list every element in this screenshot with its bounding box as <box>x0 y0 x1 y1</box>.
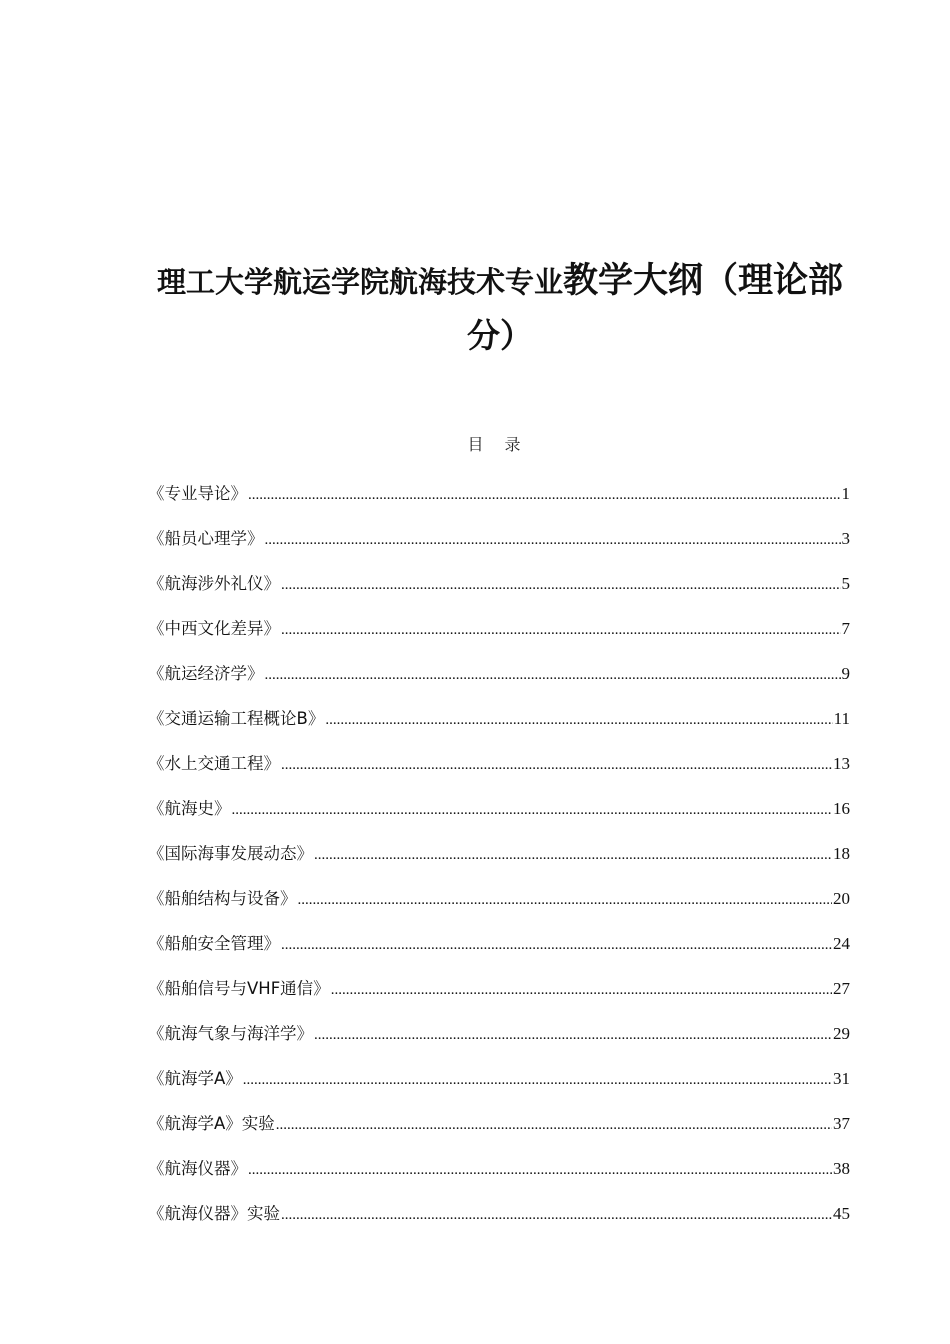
toc-entry-label: 《专业导论》 <box>148 484 247 503</box>
toc-leader-dots <box>265 526 841 554</box>
toc-entry-label: 《中西文化差异》 <box>148 619 280 638</box>
toc-entry-label: 《水上交通工程》 <box>148 754 280 773</box>
toc-entry-label: 《航海仪器》 <box>148 1159 247 1178</box>
toc-entry-label: 《航海仪器》实验 <box>148 1204 280 1223</box>
toc-entry-label: 《航海学A》 <box>148 1069 242 1088</box>
toc-page-number: 24 <box>833 934 850 953</box>
toc-heading: 目 录 <box>467 435 529 454</box>
toc-leader-dots <box>314 1021 832 1049</box>
toc-page-number: 37 <box>833 1114 850 1133</box>
title-part-b: 教学大纲（理论部 <box>563 261 844 302</box>
toc-page-number: 16 <box>833 799 850 818</box>
toc-entry[interactable] <box>148 525 850 570</box>
toc-leader-dots <box>325 706 832 734</box>
toc-entry[interactable] <box>148 1110 850 1155</box>
toc-page-number: 45 <box>833 1204 850 1223</box>
toc-page-number: 38 <box>833 1159 850 1178</box>
toc-leader-dots <box>281 931 832 959</box>
toc-leader-dots <box>265 661 841 689</box>
document-title <box>120 254 880 363</box>
toc-entry-label: 《航海气象与海洋学》 <box>148 1024 313 1043</box>
toc-entry[interactable] <box>148 615 850 660</box>
toc-entry-label: 《交通运输工程概论B》 <box>148 709 325 728</box>
toc-page-number: 31 <box>833 1069 850 1088</box>
toc-leader-dots <box>281 571 841 599</box>
toc-entry-label: 《航运经济学》 <box>148 664 264 683</box>
toc-entry[interactable] <box>148 840 850 885</box>
toc-page-number: 7 <box>841 619 850 638</box>
toc-entry[interactable] <box>148 930 850 975</box>
toc-entry[interactable] <box>148 1155 850 1200</box>
toc-entry-label: 《船舶结构与设备》 <box>148 889 297 908</box>
toc-entry-label: 《国际海事发展动态》 <box>148 844 313 863</box>
toc-page-number: 29 <box>833 1024 850 1043</box>
toc-leader-dots <box>243 1066 832 1094</box>
toc-entry-label: 《航海学A》实验 <box>148 1114 275 1133</box>
toc-page-number: 27 <box>833 979 850 998</box>
toc-entry-label: 《航海史》 <box>148 799 231 818</box>
toc-entry[interactable] <box>148 975 850 1020</box>
title-part-a: 理工大学航运学院航海技术专业 <box>156 265 563 300</box>
toc-leader-dots <box>314 841 832 869</box>
toc-entry[interactable] <box>148 885 850 930</box>
toc-leader-dots <box>276 1111 832 1139</box>
toc-entry-label: 《船舶安全管理》 <box>148 934 280 953</box>
toc-page-number: 20 <box>833 889 850 908</box>
toc-leader-dots <box>281 1201 832 1229</box>
toc-page-number: 3 <box>841 529 850 548</box>
toc-page-number: 1 <box>841 484 850 503</box>
toc-leader-dots <box>248 481 841 509</box>
toc-entry-label: 《船员心理学》 <box>148 529 264 548</box>
toc-entry[interactable] <box>148 1065 850 1110</box>
toc-entry[interactable] <box>148 1200 850 1245</box>
title-line-2: 分） <box>467 316 533 356</box>
toc-entry[interactable] <box>148 1020 850 1065</box>
title-line-1 <box>120 254 880 309</box>
toc-entry[interactable] <box>148 570 850 615</box>
toc-entry[interactable] <box>148 795 850 840</box>
toc-page-number: 5 <box>841 574 850 593</box>
toc-entry[interactable] <box>148 705 850 750</box>
toc-leader-dots <box>331 976 832 1004</box>
toc-page-number: 11 <box>833 709 850 728</box>
toc-entry-label: 《船舶信号与VHF通信》 <box>148 979 330 998</box>
toc-entry[interactable] <box>148 660 850 705</box>
toc-leader-dots <box>281 616 841 644</box>
toc-leader-dots <box>298 886 833 914</box>
table-of-contents <box>148 480 850 1245</box>
toc-page-number: 18 <box>833 844 850 863</box>
toc-entry[interactable] <box>148 480 850 525</box>
toc-entry[interactable] <box>148 750 850 795</box>
toc-entry-label: 《航海涉外礼仪》 <box>148 574 280 593</box>
toc-leader-dots <box>232 796 833 824</box>
toc-leader-dots <box>248 1156 832 1184</box>
toc-page-number: 13 <box>833 754 850 773</box>
toc-leader-dots <box>281 751 832 779</box>
toc-page-number: 9 <box>841 664 850 683</box>
